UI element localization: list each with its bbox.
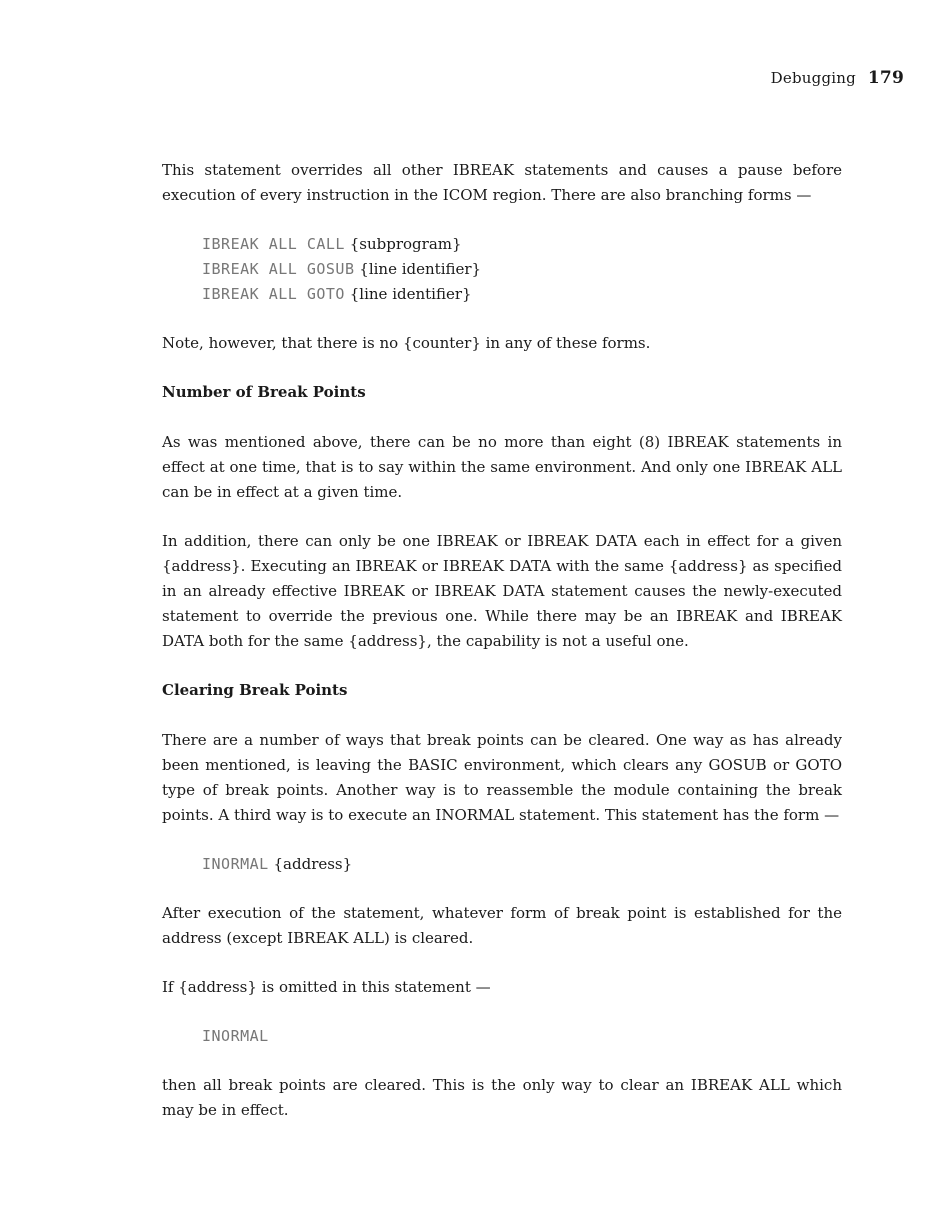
code-statement: INORMAL: [202, 1027, 269, 1045]
section-heading: Number of Break Points: [162, 383, 366, 401]
code-line: [202, 282, 842, 307]
code-argument: {line identifier}: [349, 285, 472, 303]
paragraph: Note, however, that there is no {counter} in any of these forms.: [162, 334, 651, 352]
page-header: [771, 68, 904, 88]
code-line: [202, 232, 842, 257]
code-line: [202, 257, 842, 282]
code-statement: IBREAK ALL CALL: [202, 235, 345, 253]
code-block-branching-forms: [162, 232, 842, 307]
page-body: [162, 158, 842, 1147]
code-argument: {address}: [273, 855, 353, 873]
code-block-inormal-address: [162, 852, 842, 877]
code-line: [202, 852, 842, 877]
code-statement: IBREAK ALL GOTO: [202, 285, 345, 303]
paragraph: After execution of the statement, whatever form of break point is established for the address (except IBREAK ALL) is cleared.: [162, 904, 842, 947]
code-block-inormal: [162, 1024, 842, 1049]
code-statement: IBREAK ALL GOSUB: [202, 260, 355, 278]
paragraph: In addition, there can only be one IBREAK or IBREAK DATA each in effect for a given {address}. Executing an IBREAK or IBREAK DATA with the same {address} as specified in an already effective IBREAK or IBREAK DATA statement causes the newly-executed statement to override the previous one. While there may be an IBREAK and IBREAK DATA both for the same {address}, the capability is not a useful one.: [162, 532, 842, 650]
paragraph: If {address} is omitted in this statement —: [162, 978, 491, 996]
code-line: [202, 1024, 842, 1049]
code-argument: {subprogram}: [349, 235, 462, 253]
code-argument: {line identifier}: [359, 260, 482, 278]
section-heading: Clearing Break Points: [162, 681, 348, 699]
code-statement: INORMAL: [202, 855, 269, 873]
paragraph: then all break points are cleared. This is the only way to clear an IBREAK ALL which may be in effect.: [162, 1076, 842, 1119]
paragraph: As was mentioned above, there can be no more than eight (8) IBREAK statements in effect at one time, that is to say within the same environment. And only one IBREAK ALL can be in effect at a given time.: [162, 433, 842, 501]
page-number: 179: [867, 68, 904, 88]
paragraph: There are a number of ways that break points can be cleared. One way as has already been mentioned, is leaving the BASIC environment, which clears any GOSUB or GOTO type of break points. Another way is to reassemble the module containing the break points. A third way is to execute an INORMAL statement. This statement has the form —: [162, 731, 842, 824]
paragraph: This statement overrides all other IBREAK statements and causes a pause before execution of every instruction in the ICOM region. There are also branching forms —: [162, 161, 842, 204]
section-title: Debugging: [770, 69, 856, 87]
